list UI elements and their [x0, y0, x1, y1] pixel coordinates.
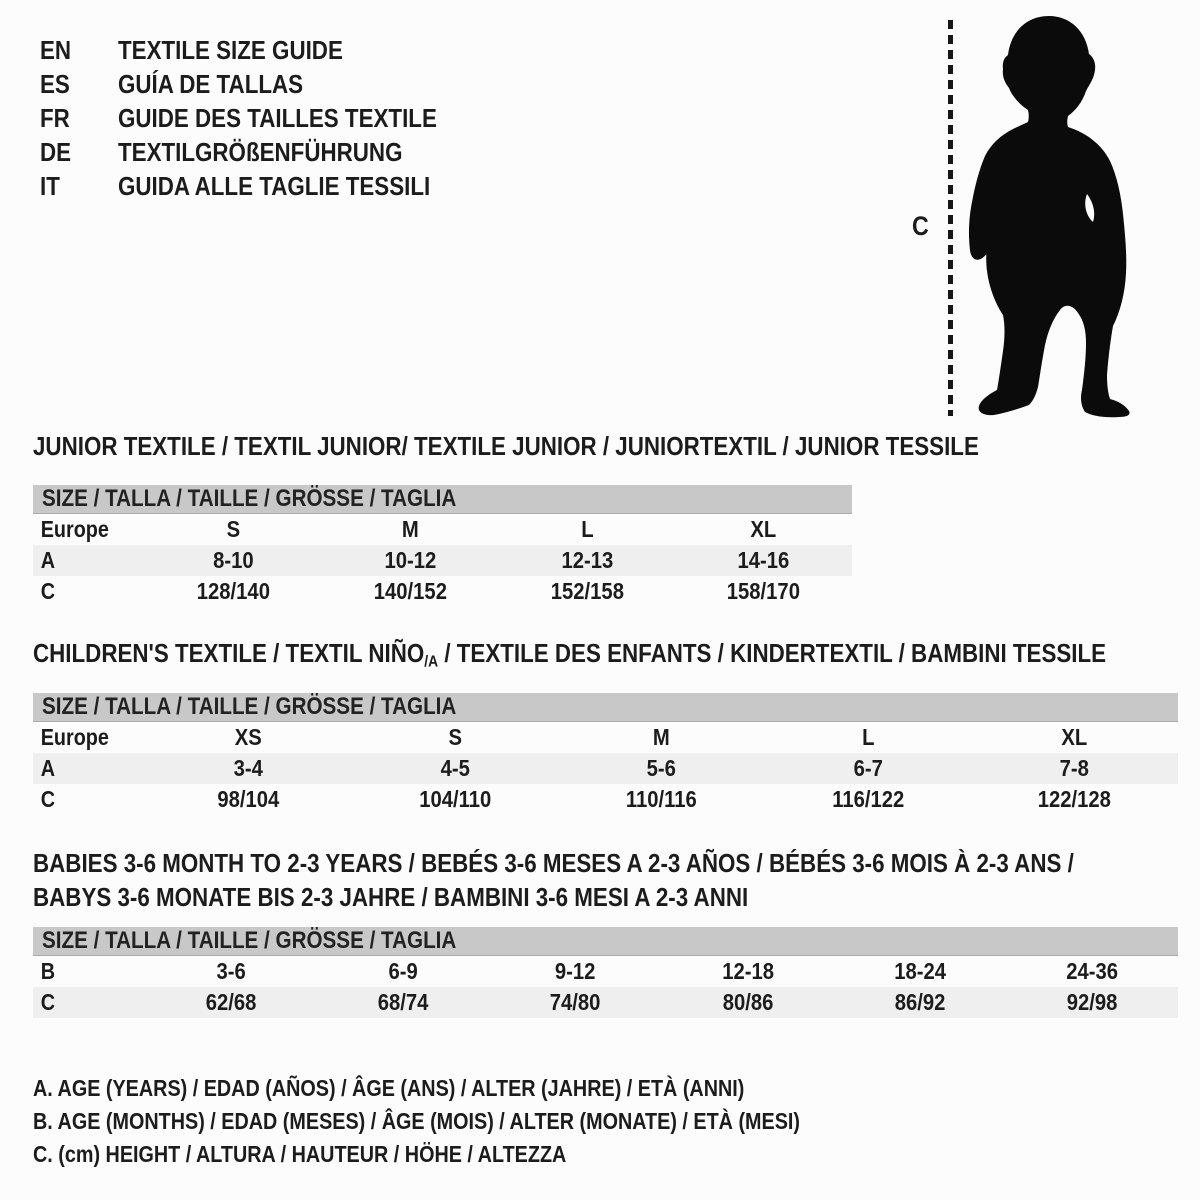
- language-code: EN: [40, 34, 72, 65]
- language-title-list: [40, 33, 489, 203]
- legend-line-b: B. AGE (MONTHS) / EDAD (MESES) / ÂGE (MOIS) / ALTER (MONATE) / ETÀ (MESI): [33, 1108, 800, 1134]
- size-col-header: S: [226, 516, 241, 542]
- table-cell: 3-4: [233, 755, 263, 781]
- table-cell: 9-12: [555, 958, 596, 984]
- table-cell: 12-13: [560, 547, 613, 573]
- row-label: A: [40, 547, 56, 573]
- language-code: DE: [40, 136, 72, 167]
- size-col-header: L: [580, 516, 594, 542]
- row-label: C: [40, 578, 56, 604]
- height-measure-line: [948, 20, 953, 416]
- children-size-table: [33, 693, 1178, 815]
- language-code: ES: [40, 68, 70, 99]
- table-cell: 3-6: [216, 958, 246, 984]
- table-cell: 128/140: [196, 578, 270, 604]
- guide-title: GUIDA ALLE TAGLIE TESSILI: [118, 170, 431, 201]
- children-title-sub: /A: [424, 652, 439, 671]
- babies-title-line1: BABIES 3-6 MONTH TO 2-3 YEARS / BEBÉS 3-6 MESES A 2-3 AÑOS / BÉBÉS 3-6 MOIS À 2-3 ANS /: [33, 848, 1074, 878]
- legend-line-c: C. (cm) HEIGHT / ALTURA / HAUTEUR / HÖHE / ALTEZZA: [33, 1141, 567, 1167]
- size-header-label: SIZE / TALLA / TAILLE / GRÖSSE / TAGLIA: [42, 485, 457, 512]
- table-cell: 12-18: [721, 958, 774, 984]
- language-row: [40, 101, 489, 135]
- size-header-bar: [33, 693, 1178, 722]
- table-row: [33, 576, 852, 607]
- size-col-header: S: [448, 724, 462, 750]
- row-label: B: [40, 958, 56, 984]
- guide-title: TEXTILGRÖßENFÜHRUNG: [118, 136, 403, 167]
- table-cell: 4-5: [440, 755, 470, 781]
- size-header-label: SIZE / TALLA / TAILLE / GRÖSSE / TAGLIA: [42, 927, 457, 954]
- guide-title: GUÍA DE TALLAS: [118, 68, 304, 99]
- table-row: [33, 784, 1178, 815]
- table-row: [33, 956, 1178, 987]
- table-cell: 6-7: [853, 755, 883, 781]
- size-col-header: XL: [750, 516, 777, 542]
- children-title-pre: CHILDREN'S TEXTILE / TEXTIL NIÑO: [33, 638, 425, 668]
- children-section-title: [33, 639, 1200, 676]
- language-row: [40, 135, 489, 169]
- table-cell: 140/152: [373, 578, 447, 604]
- table-cell: 80/86: [722, 989, 773, 1015]
- row-label: Europe: [40, 516, 109, 542]
- table-cell: 104/110: [418, 786, 491, 812]
- toddler-silhouette-icon: [966, 14, 1136, 419]
- size-header-label: SIZE / TALLA / TAILLE / GRÖSSE / TAGLIA: [42, 693, 457, 720]
- language-code: FR: [40, 102, 70, 133]
- size-col-header: M: [653, 724, 670, 750]
- table-cell: 8-10: [213, 547, 254, 573]
- table-cell: 98/104: [217, 786, 280, 812]
- junior-section-title: JUNIOR TEXTILE / TEXTIL JUNIOR/ TEXTILE JUNIOR / JUNIORTEXTIL / JUNIOR TESSILE: [33, 431, 979, 461]
- babies-size-table: [33, 927, 1178, 1018]
- size-col-header: L: [861, 724, 875, 750]
- table-cell: 92/98: [1066, 989, 1118, 1015]
- table-cell: 158/170: [727, 578, 801, 604]
- row-label: C: [40, 989, 56, 1015]
- table-cell: 18-24: [893, 958, 946, 984]
- language-row: [40, 169, 489, 203]
- row-label: A: [40, 755, 56, 781]
- babies-title-line2: BABYS 3-6 MONATE BIS 2-3 JAHRE / BAMBINI 3-6 MESI A 2-3 ANNI: [33, 882, 749, 912]
- table-row: [33, 987, 1178, 1018]
- table-cell: 122/128: [1038, 786, 1112, 812]
- babies-section-title: [33, 846, 1200, 914]
- table-cell: 14-16: [737, 547, 790, 573]
- table-cell: 74/80: [550, 989, 601, 1015]
- size-header-bar: [33, 927, 1178, 956]
- language-code: IT: [40, 170, 60, 201]
- table-cell: 116/122: [832, 786, 905, 812]
- table-cell: 24-36: [1066, 958, 1118, 984]
- table-row: [33, 753, 1178, 784]
- table-cell: 68/74: [377, 989, 429, 1015]
- table-cell: 5-6: [646, 755, 677, 781]
- table-cell: 86/92: [894, 989, 946, 1015]
- size-col-header: M: [401, 516, 419, 542]
- table-cell: 62/68: [205, 989, 257, 1015]
- legend-line-a: A. AGE (YEARS) / EDAD (AÑOS) / ÂGE (ANS) / ALTER (JAHRE) / ETÀ (ANNI): [33, 1075, 745, 1101]
- row-label: Europe: [40, 724, 109, 750]
- junior-size-table: [33, 485, 852, 607]
- table-row: [33, 545, 852, 576]
- table-cell: 10-12: [384, 547, 437, 573]
- language-row: [40, 67, 489, 101]
- table-cell: 7-8: [1060, 755, 1090, 781]
- guide-title: TEXTILE SIZE GUIDE: [118, 34, 343, 65]
- row-label: C: [40, 786, 56, 812]
- table-cell: 110/116: [626, 786, 697, 812]
- height-measure-label: C: [912, 211, 929, 241]
- size-col-header: XS: [234, 724, 262, 750]
- table-cell: 152/158: [550, 578, 624, 604]
- language-row: [40, 33, 489, 67]
- children-title-post: / TEXTILE DES ENFANTS / KINDERTEXTIL / BAMBINI TESSILE: [438, 638, 1107, 668]
- guide-title: GUIDE DES TAILLES TEXTILE: [118, 102, 437, 133]
- size-header-bar: [33, 485, 852, 514]
- table-row: [33, 722, 1178, 753]
- table-row: [33, 514, 852, 545]
- table-cell: 6-9: [388, 958, 418, 984]
- size-col-header: XL: [1061, 724, 1088, 750]
- legend: [33, 1072, 1200, 1171]
